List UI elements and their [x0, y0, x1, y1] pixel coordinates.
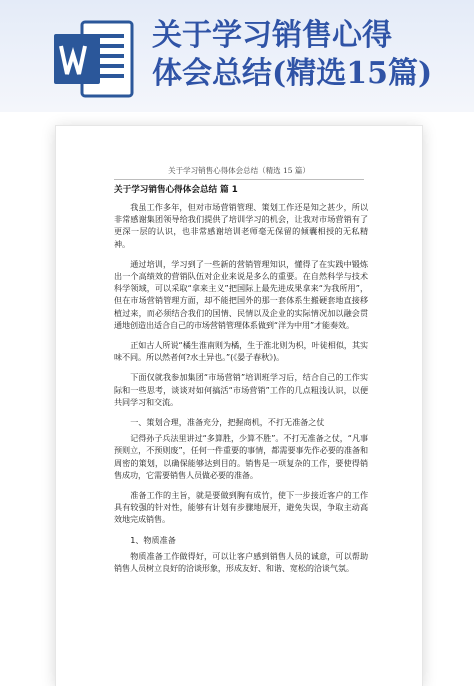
paragraph: 物质准备工作做得好，可以让客户感到销售人员的诚意，可以帮助销售人员树立良好的洽谈形象，形成友好、和谐、宽松的洽谈气氛。	[114, 550, 368, 574]
paragraph: 准备工作的主旨，就是要做到胸有成竹，使下一步接近客户的工作具有较强的针对性，能够有计划有步骤地展开，避免失误，争取主动高效地完成销售。	[114, 490, 368, 525]
running-header: 关于学习销售心得体会总结（精选 15 篇）	[168, 166, 310, 175]
paragraph: 通过培训，学习到了一些新的营销管理知识，懂得了在实践中锻炼出一个高绩效的营销队伍对企业来说是多么的重要。在自然科学与技术科学领域，可以采取“拿来主义”把国际上最先进成果拿来“为我所用”，但在市场营销管理方面，却不能把国外的那一套体系生搬硬套地直接移植过来，而必须结合我们的国情、民情以及企业的实际情况加以融会贯通地创造出适合自己的市场营销管理体系做到“洋为中用”才能奏效。	[114, 258, 368, 330]
paragraph: 正如古人所说“橘生淮南则为橘，生于淮北则为枳，叶徒相似，其实味不同。所以然者何?水土异也。”(《晏子春秋》)。	[114, 340, 368, 363]
header-rule	[114, 179, 364, 180]
banner-title-line1: 关于学习销售心得	[152, 18, 392, 53]
paragraph: 记得孙子兵法里讲过“多算胜，少算不胜”。不打无准备之仗，“凡事预则立，不预则废”，任何一件重要的事情，都需要事先作必要的准备和周密的策划，以确保能够达到目的。销售是一项复杂的工作，要使得销售成功，它需要销售人员做必要的准备。	[114, 433, 368, 480]
banner-title-line2: 体会总结(精选15篇)	[152, 56, 433, 91]
paragraph: 下面仅就我参加集团“市场营销”培训班学习后，结合自己的工作实际和一些思考，谈谈对如何搞活“市场营销”工作的几点粗浅认识，以便共同学习和交流。	[114, 372, 368, 407]
paragraph: 我虽工作多年，但对市场营销管理、策划工作还是知之甚少，所以非常感谢集团领导给我们提供了培训学习的机会，让我对市场营销有了更深一层的认识，也非常感谢培训老师毫无保留的倾囊相授的无私精神。	[114, 202, 368, 249]
section-heading: 一、策划合理，准备充分，把握商机，不打无准备之仗	[130, 417, 325, 428]
word-document-icon	[52, 16, 136, 102]
document-page	[56, 126, 422, 686]
document-body	[114, 184, 368, 582]
banner	[0, 0, 474, 112]
subsection-heading: 1、物质准备	[130, 534, 176, 545]
article-title: 关于学习销售心得体会总结 篇 1	[114, 185, 238, 195]
